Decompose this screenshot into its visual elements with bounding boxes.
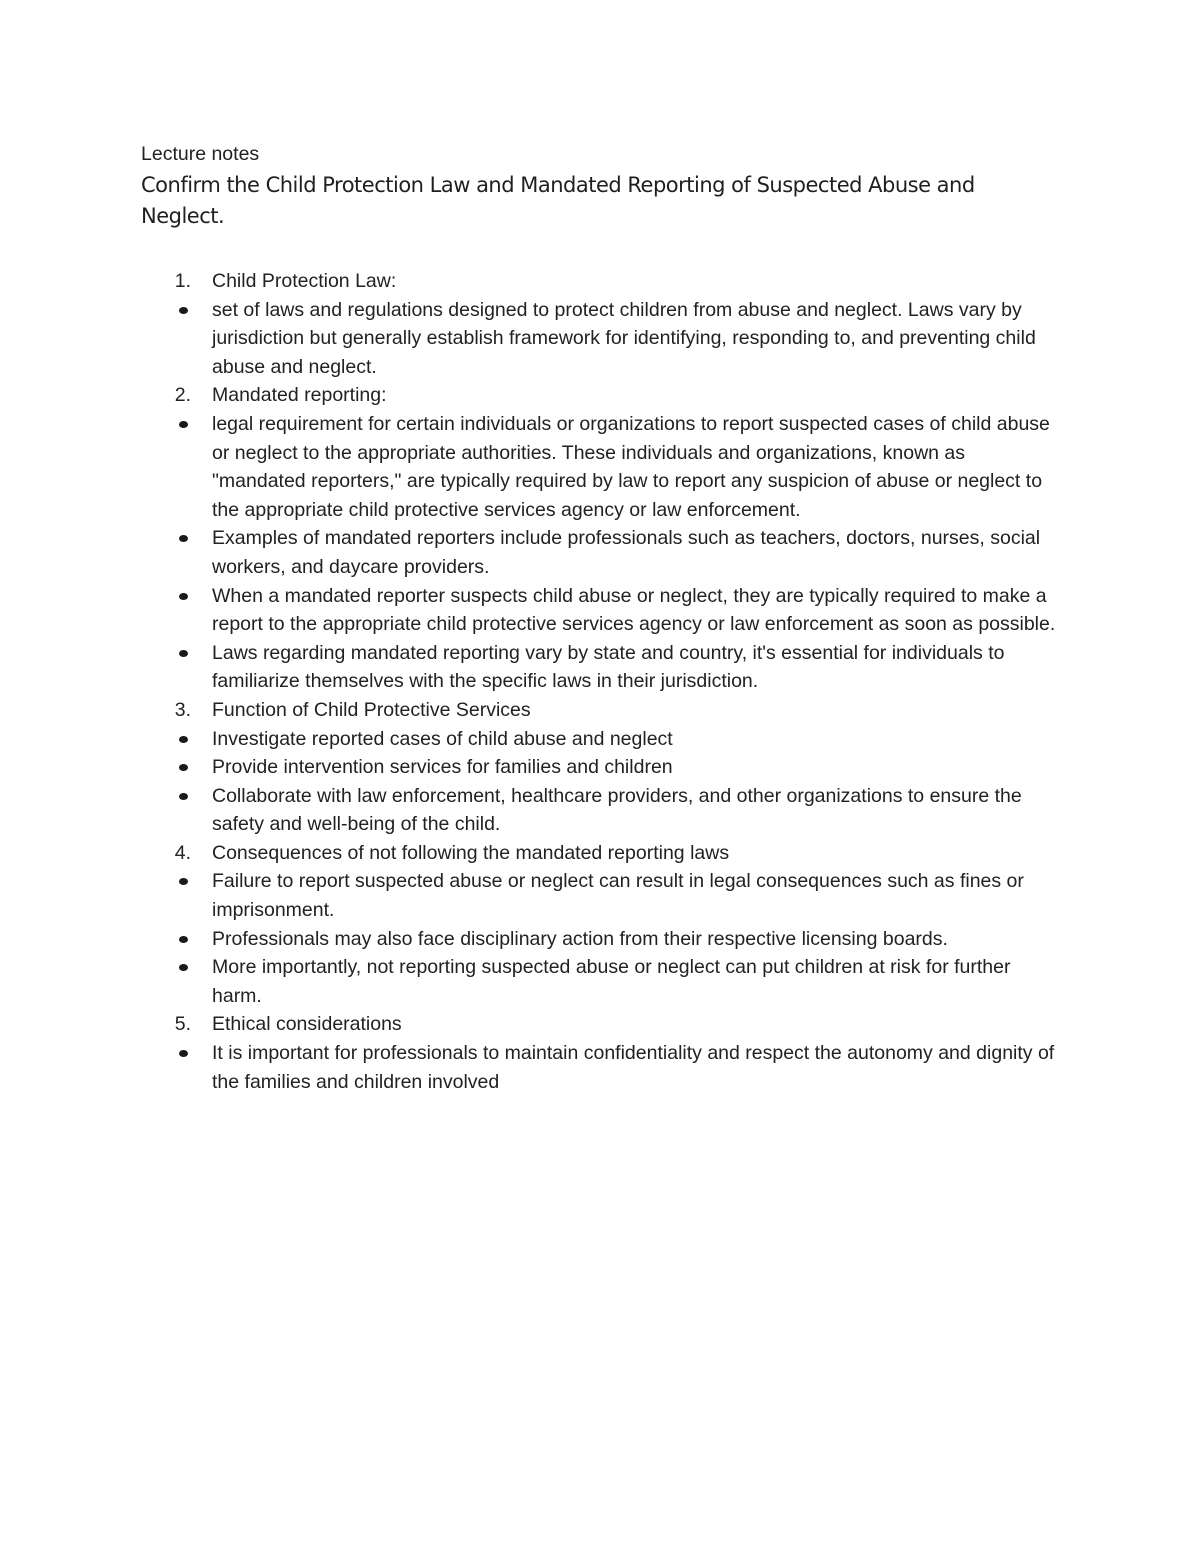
- notes-list: [141, 267, 1071, 1096]
- bullet-icon: [179, 307, 188, 314]
- numbered-item: [141, 696, 1071, 725]
- list-item-text: Function of Child Protective Services: [212, 698, 531, 721]
- bullet-icon: [179, 936, 188, 943]
- list-item-text: Investigate reported cases of child abuse and neglect: [212, 727, 673, 750]
- bullet-item: [141, 753, 1071, 782]
- bullet-item: [141, 582, 1071, 639]
- document-body: [141, 140, 1071, 1096]
- bullet-icon: [179, 593, 188, 600]
- numbered-item: [141, 839, 1071, 868]
- document-title: Confirm the Child Protection Law and Mandated Reporting of Suspected Abuse and Neglect.: [141, 173, 975, 228]
- bullet-icon: [179, 793, 188, 800]
- bullet-item: [141, 725, 1071, 754]
- list-number: 1.: [174, 270, 191, 292]
- bullet-icon: [179, 1050, 188, 1057]
- bullet-icon: [179, 736, 188, 743]
- numbered-item: [141, 1010, 1071, 1039]
- list-item-text: Provide intervention services for families and children: [212, 756, 673, 779]
- bullet-icon: [179, 764, 188, 771]
- list-number: 4.: [174, 841, 191, 864]
- list-item-text: set of laws and regulations designed to protect children from abuse and neglect. Laws vary by jurisdiction but generally establish framework for identifying, responding to, and preventing child abuse and neglect.: [212, 298, 1036, 378]
- bullet-icon: [179, 421, 188, 428]
- bullet-item: [141, 1039, 1071, 1096]
- numbered-item: [141, 267, 1071, 296]
- bullet-item: [141, 524, 1071, 581]
- list-item-text: Mandated reporting:: [212, 384, 387, 407]
- list-item-text: Laws regarding mandated reporting vary by state and country, it's essential for individuals to familiarize themselves with the specific laws in their jurisdiction.: [212, 641, 1005, 693]
- list-item-text: When a mandated reporter suspects child abuse or neglect, they are typically required to make a report to the appropriate child protective services agency or law enforcement as soon as possible.: [212, 584, 1056, 636]
- list-number: 2.: [174, 384, 191, 407]
- bullet-item: [141, 925, 1071, 954]
- list-item-text: Examples of mandated reporters include professionals such as teachers, doctors, nurses, social workers, and daycare providers.: [212, 527, 1041, 578]
- list-item-text: Collaborate with law enforcement, healthcare providers, and other organizations to ensure the safety and well-being of the child.: [212, 784, 1022, 836]
- list-number: 3.: [174, 698, 191, 721]
- numbered-item: [141, 381, 1071, 410]
- bullet-item: [141, 867, 1071, 924]
- bullet-item: [141, 639, 1071, 696]
- list-item-text: Consequences of not following the mandated reporting laws: [212, 841, 730, 864]
- bullet-icon: [179, 535, 188, 542]
- document-kicker: Lecture notes: [141, 143, 260, 165]
- list-item-text: It is important for professionals to maintain confidentiality and respect the autonomy and dignity of the families and children involved: [212, 1042, 1055, 1093]
- list-item-text: Failure to report suspected abuse or neglect can result in legal consequences such as fines or imprisonment.: [212, 870, 1024, 922]
- bullet-item: [141, 782, 1071, 839]
- bullet-icon: [179, 964, 188, 971]
- list-item-text: More importantly, not reporting suspected abuse or neglect can put children at risk for further harm.: [212, 956, 1011, 1007]
- bullet-icon: [179, 650, 188, 657]
- list-item-text: Ethical considerations: [212, 1013, 402, 1036]
- list-number: 5.: [174, 1013, 191, 1036]
- list-item-text: Child Protection Law:: [212, 270, 397, 292]
- list-item-text: legal requirement for certain individuals or organizations to report suspected cases of child abuse or neglect to the appropriate authorities. These individuals and organizations, known as "mandated reporters," are typically required by law to report any suspicion of abuse or neglect to the appropriate child protective services agency or law enforcement.: [212, 412, 1050, 521]
- bullet-item: [141, 953, 1071, 1010]
- list-item-text: Professionals may also face disciplinary action from their respective licensing boards.: [212, 927, 948, 950]
- bullet-item: [141, 296, 1071, 382]
- bullet-item: [141, 410, 1071, 524]
- bullet-icon: [179, 878, 188, 885]
